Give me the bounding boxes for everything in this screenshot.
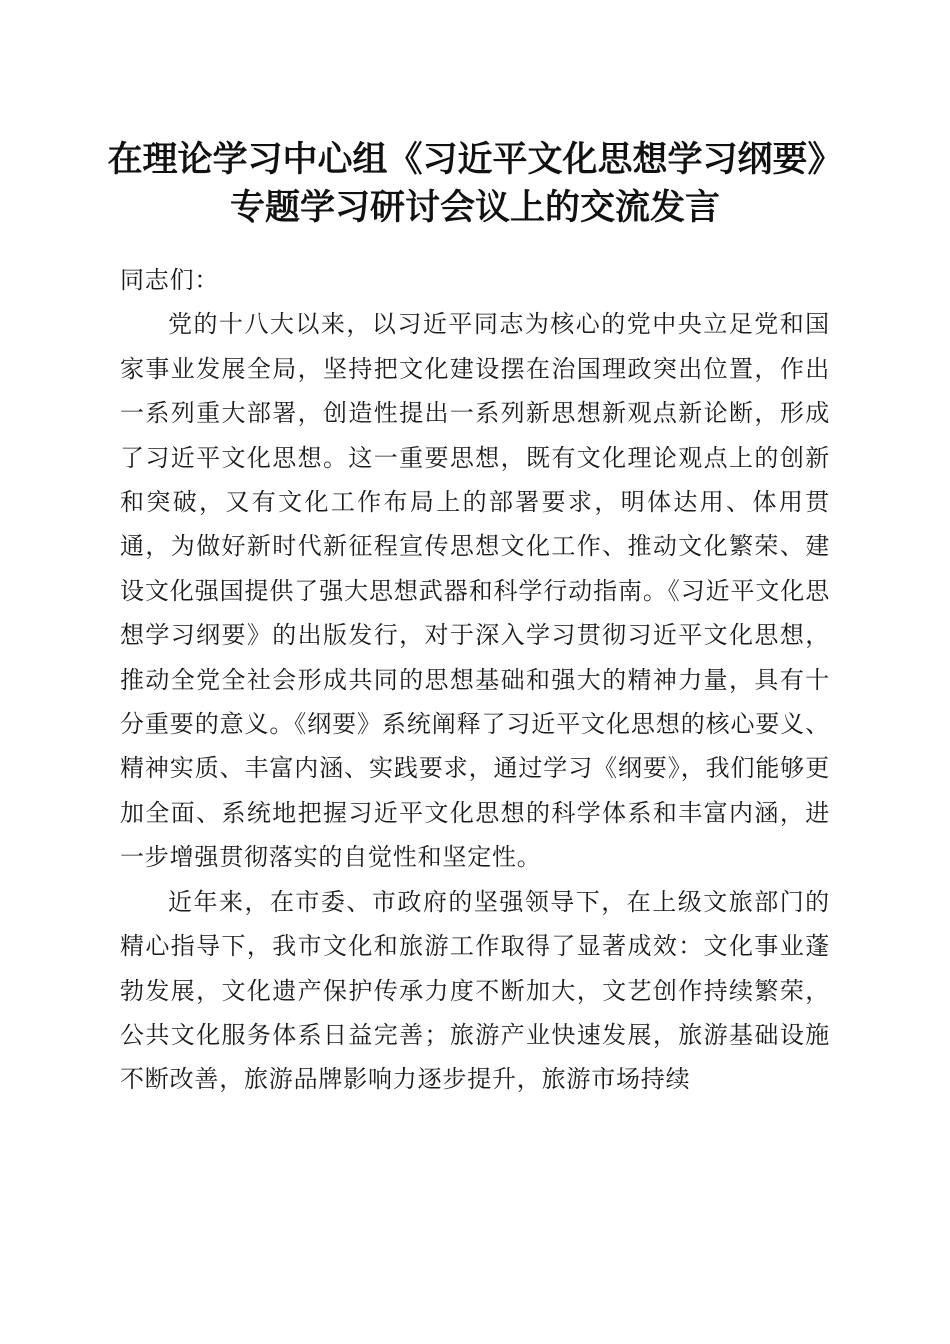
document-body bbox=[120, 258, 830, 1102]
salutation: 同志们： bbox=[120, 266, 220, 294]
paragraph-1: 党的十八大以来，以习近平同志为核心的党中央立足党和国家事业发展全局，坚持把文化建设摆在治国理政突出位置，作出一系列重大部署，创造性提出一系列新思想新观点新论断，形成了习近平文化思想。这一重要思想，既有文化理论观点上的创新和突破，又有文化工作布局上的部署要求，明体达用、体用贯通，为做好新时代新征程宣传思想文化工作、推动文化繁荣、建设文化强国提供了强大思想武器和科学行动指南。《习近平文化思想学习纲要》的出版发行，对于深入学习贯彻习近平文化思想，推动全党全社会形成共同的思想基础和强大的精神力量，具有十分重要的意义。《纲要》系统阐释了习近平文化思想的核心要义、精神实质、丰富内涵、实践要求，通过学习《纲要》，我们能够更加全面、系统地把握习近平文化思想的科学体系和丰富内涵，进一步增强贯彻落实的自觉性和坚定性。 bbox=[120, 310, 830, 872]
paragraph-2: 近年来，在市委、市政府的坚强领导下，在上级文旅部门的精心指导下，我市文化和旅游工作取得了显著成效：文化事业蓬勃发展，文化遗产保护传承力度不断加大，文艺创作持续繁荣，公共文化服务体系日益完善；旅游产业快速发展，旅游基础设施不断改善，旅游品牌影响力逐步提升，旅游市场持续 bbox=[120, 887, 830, 1094]
document-title: 在理论学习中心组《习近平文化思想学习纲要》专题学习研讨会议上的交流发言 bbox=[107, 139, 843, 228]
